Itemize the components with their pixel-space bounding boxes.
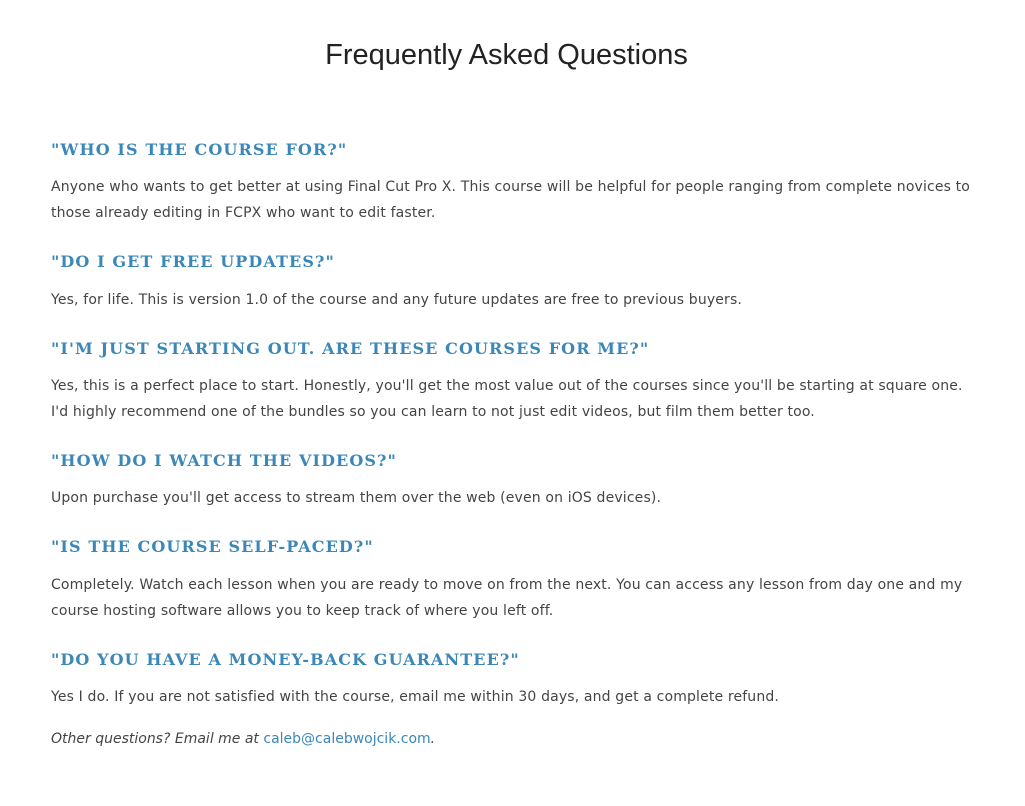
faq-answer: Upon purchase you'll get access to stream them over the web (even on iOS devices). <box>51 490 662 506</box>
faq-item-watch-videos <box>51 450 971 511</box>
faq-item-money-back-guarantee <box>51 649 971 710</box>
faq-answer: Yes, this is a perfect place to start. Honestly, you'll get the most value out of the courses since you'll be starting at square one. I'd highly recommend one of the bundles so you can learn to not just edit videos, but film them better too. <box>51 378 963 420</box>
faq-question: "HOW DO I WATCH THE VIDEOS?" <box>51 451 397 470</box>
contact-note-prefix: Other questions? Email me at <box>51 731 264 747</box>
faq-answer: Yes, for life. This is version 1.0 of the course and any future updates are free to previous buyers. <box>51 292 743 308</box>
faq-item-who-is-course-for <box>51 139 971 226</box>
page-title: Frequently Asked Questions <box>325 39 688 71</box>
faq-question: "IS THE COURSE SELF-PACED?" <box>51 537 374 556</box>
faq-answer: Anyone who wants to get better at using Final Cut Pro X. This course will be helpful for people ranging from complete novices to those already editing in FCPX who want to edit faster. <box>51 179 971 221</box>
contact-note-suffix: . <box>430 731 436 747</box>
faq-answer: Completely. Watch each lesson when you are ready to move on from the next. You can access any lesson from day one and my course hosting software allows you to keep track of where you left off. <box>51 577 963 619</box>
faq-question: "WHO IS THE COURSE FOR?" <box>51 140 348 159</box>
faq-item-free-updates <box>51 251 971 313</box>
contact-note <box>51 727 435 751</box>
faq-question: "DO I GET FREE UPDATES?" <box>51 252 335 271</box>
faq-answer: Yes I do. If you are not satisfied with the course, email me within 30 days, and get a complete refund. <box>51 689 779 705</box>
faq-item-just-starting-out <box>51 338 971 425</box>
contact-email-link[interactable]: caleb@calebwojcik.com <box>263 731 431 747</box>
faq-item-self-paced <box>51 536 971 624</box>
faq-question: "I'M JUST STARTING OUT. ARE THESE COURSES FOR ME?" <box>51 339 650 358</box>
faq-question: "DO YOU HAVE A MONEY-BACK GUARANTEE?" <box>51 650 520 669</box>
